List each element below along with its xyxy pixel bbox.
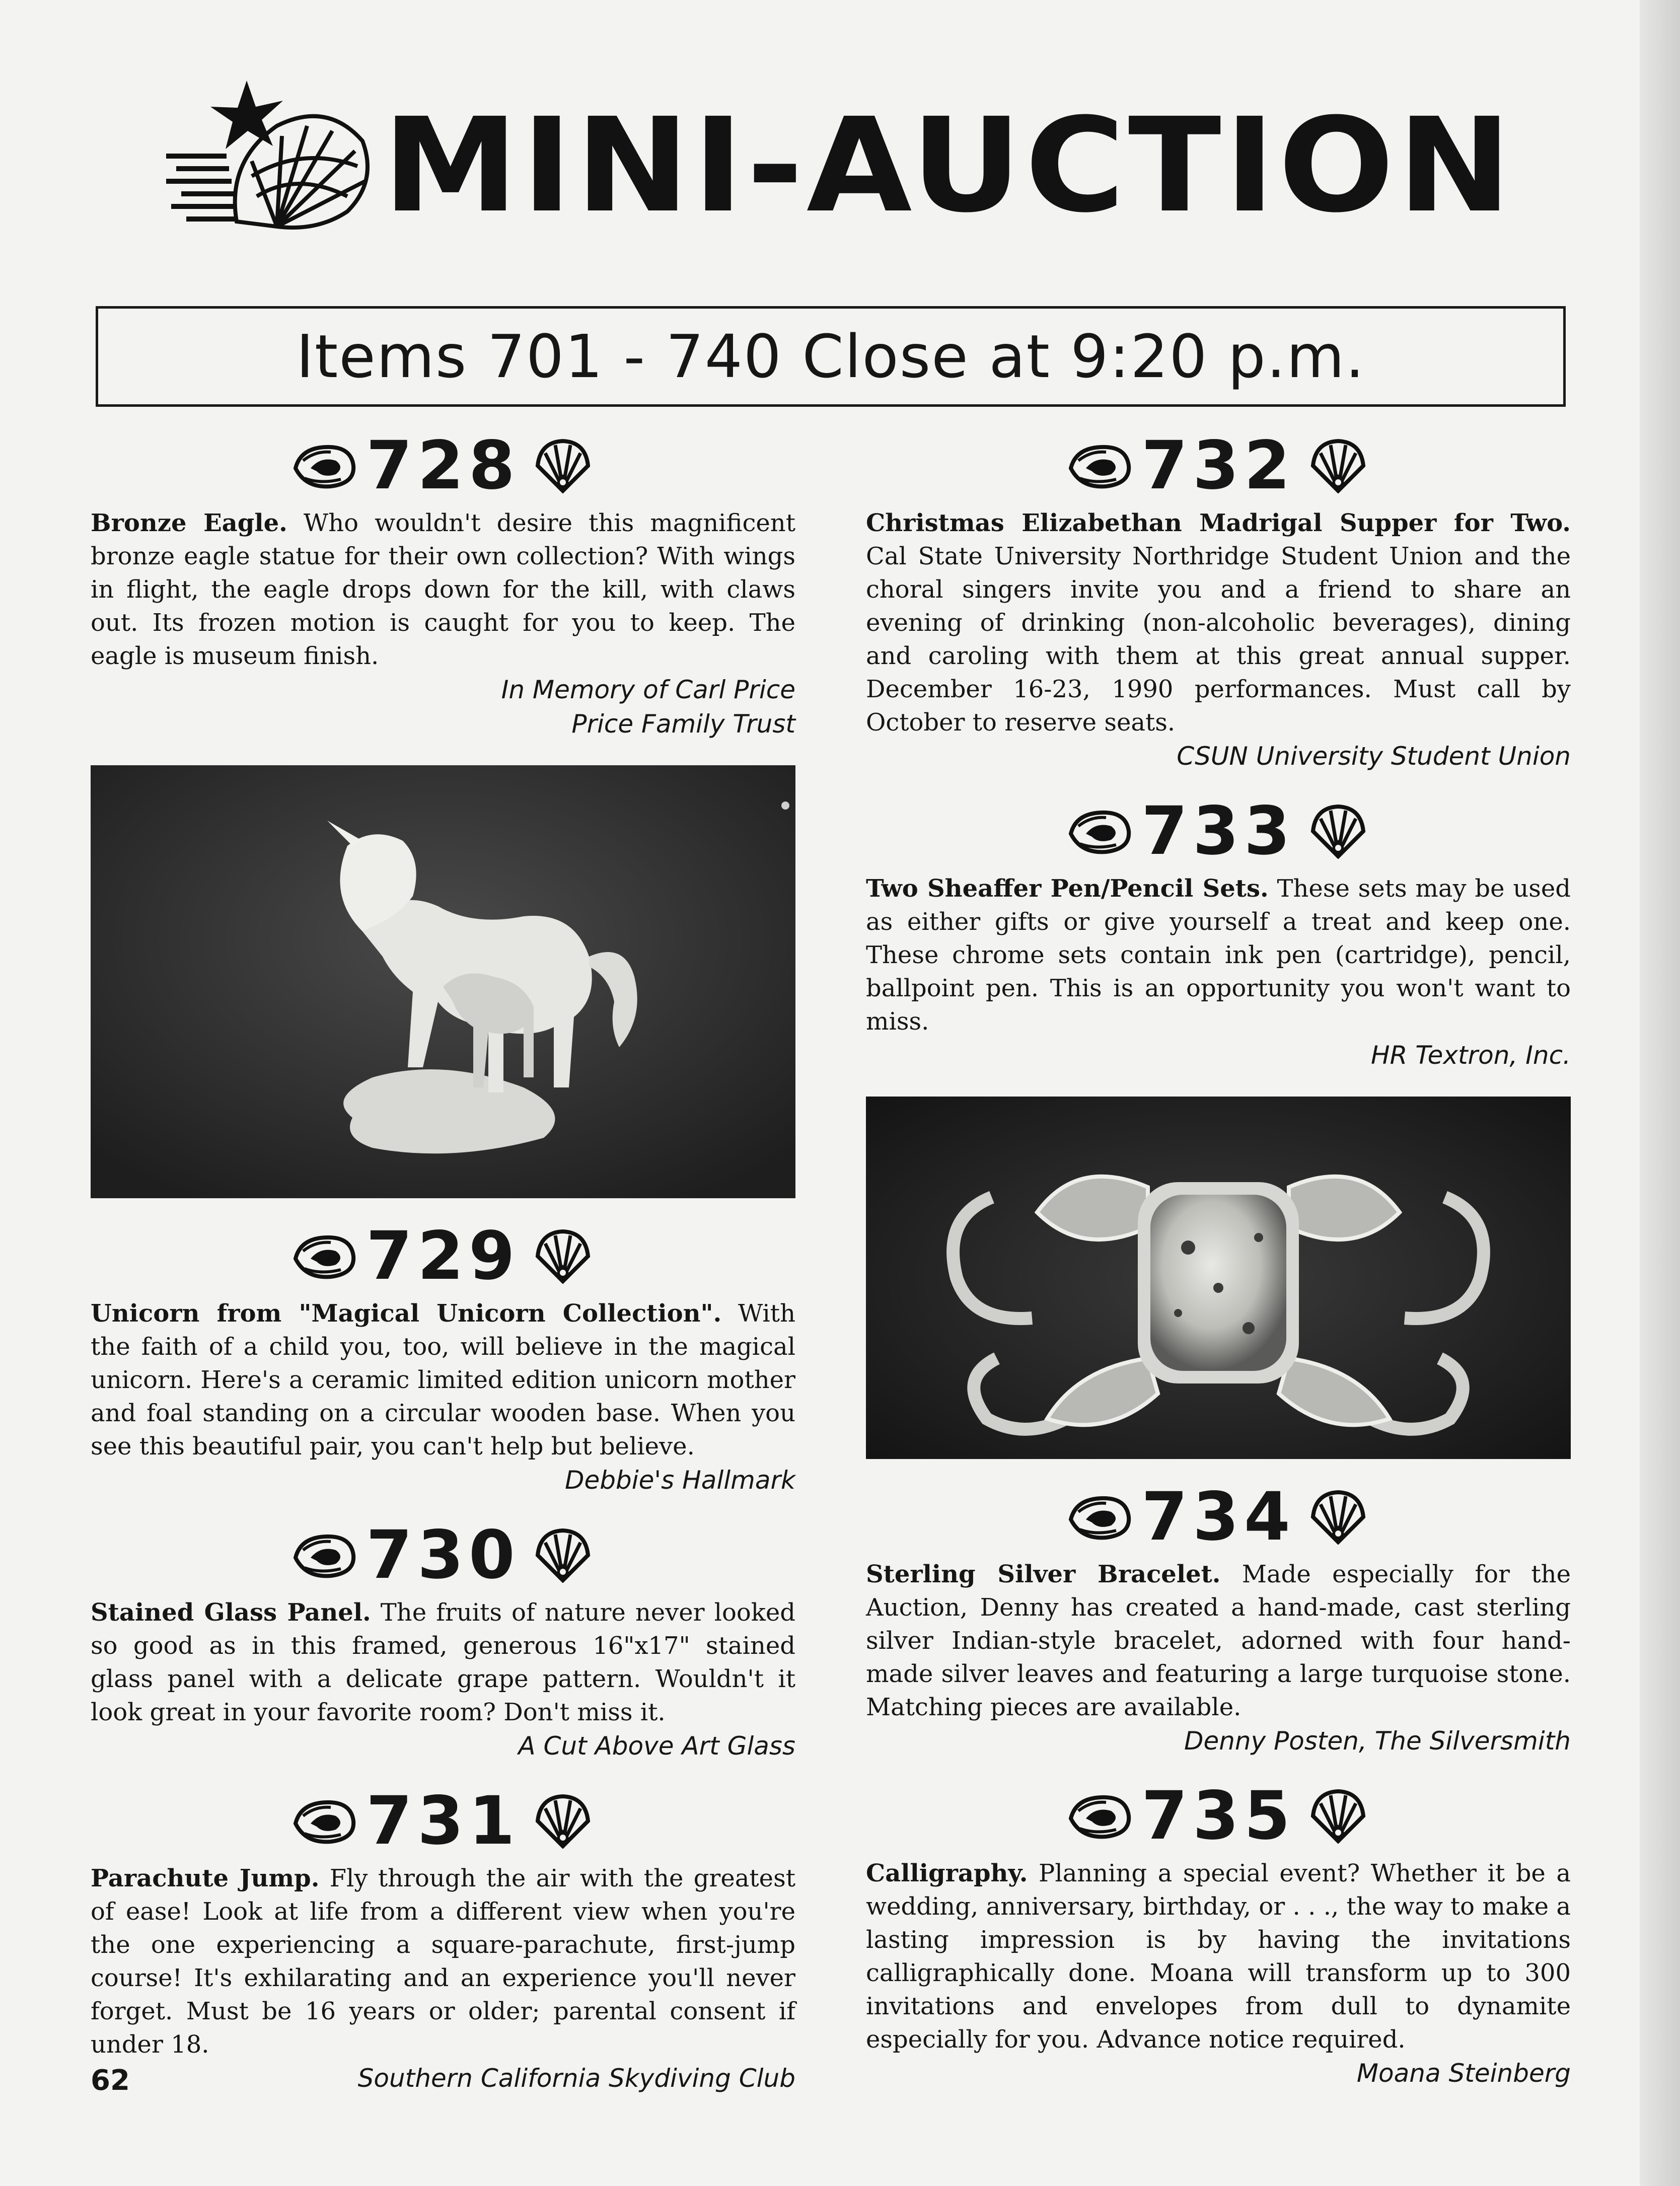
auction-item-733: [866, 793, 1571, 1459]
item-name: Christmas Elizabethan Madrigal Supper for Two.: [866, 509, 1571, 537]
item-description: [866, 506, 1571, 739]
item-text: These sets may be used as either gifts or give yourself a treat and keep one. These chrome sets contain ink pen (cartridge), pencil, ballpoint pen. This is an opportunity you won't want to miss.: [866, 875, 1571, 1036]
scallop-shell-icon: [1305, 1489, 1371, 1545]
closing-time-banner: Items 701 - 740 Close at 9:20 p.m.: [96, 306, 1566, 407]
item-description: [866, 872, 1571, 1038]
lot-number: 731: [366, 1782, 520, 1860]
lot-number: 732: [1141, 427, 1295, 504]
conch-shell-icon: [290, 1228, 356, 1284]
masthead: [166, 81, 1515, 242]
lot-number: 734: [1141, 1478, 1295, 1556]
item-text: Made especially for the Auction, Denny has created a hand-made, cast sterling silver Indian-style bracelet, adorned with four hand-made silver leaves and featuring a large turquoise stone. Matching pieces are available.: [866, 1560, 1571, 1721]
auction-item-729: [91, 1218, 795, 1497]
unicorn-figurine-image: [91, 765, 795, 1198]
right-column: [866, 428, 1571, 2110]
conch-shell-icon: [290, 1527, 356, 1583]
donor-line: Debbie's Hallmark: [565, 1466, 795, 1495]
lot-heading: [91, 1517, 795, 1593]
page-edge: [1640, 0, 1680, 2186]
item-description: [91, 506, 795, 673]
donor-line: Denny Posten, The Silversmith: [1184, 1726, 1571, 1756]
scallop-shell-icon: [1305, 1788, 1371, 1844]
lot-number: 728: [366, 427, 520, 504]
conch-shell-icon: [290, 438, 356, 493]
lot-number: 730: [366, 1516, 520, 1594]
lot-heading: [866, 793, 1571, 869]
lot-heading: [91, 1218, 795, 1294]
item-name: Parachute Jump.: [91, 1864, 320, 1892]
seashell-starfish-logo-icon: [166, 81, 378, 232]
item-text: With the faith of a child you, too, will believe in the magical unicorn. Here's a ceramic limited edition unicorn mother and foal standing on a circular wooden base. When you see this beautiful pair, you can't help but believe.: [91, 1299, 795, 1461]
scallop-shell-icon: [530, 1793, 596, 1849]
lot-heading: [866, 1479, 1571, 1555]
lot-heading: [866, 1778, 1571, 1854]
auction-item-735: [866, 1778, 1571, 2090]
scallop-shell-icon: [1305, 804, 1371, 859]
donor-line: CSUN University Student Union: [1177, 742, 1571, 771]
silver-bracelet-image: [866, 1097, 1571, 1459]
scallop-shell-icon: [530, 1527, 596, 1583]
item-name: Calligraphy.: [866, 1859, 1028, 1887]
conch-shell-icon: [1066, 438, 1131, 493]
item-description: [866, 1558, 1571, 1724]
scallop-shell-icon: [1305, 438, 1371, 493]
item-description: [91, 1297, 795, 1463]
auction-item-731: [91, 1783, 795, 2095]
scallop-shell-icon: [530, 1228, 596, 1284]
page-title: MINI-AUCTION: [383, 90, 1515, 241]
lot-number: 735: [1141, 1777, 1295, 1855]
item-description: [91, 1596, 795, 1729]
donor-line: Moana Steinberg: [1356, 2059, 1571, 2088]
donor-line: A Cut Above Art Glass: [518, 1731, 795, 1761]
donor-line: In Memory of Carl Price: [501, 675, 795, 704]
item-name: Bronze Eagle.: [91, 509, 287, 537]
auction-item-728: [91, 428, 795, 1198]
bracelet-photo: [866, 1097, 1571, 1459]
item-text: The fruits of nature never looked so good as in this framed, generous 16"x17" stained glass panel with a delicate grape pattern. Wouldn't it look great in your favorite room? Don't miss it.: [91, 1598, 796, 1726]
item-text: Cal State University Northridge Student Union and the choral singers invite you and a friend to share an evening of drinking (non-alcoholic beverages), dining and caroling with them at this great annual supper. December 16-23, 1990 performances. Must call by October to reserve seats.: [866, 542, 1571, 737]
donor-line: Price Family Trust: [571, 709, 795, 739]
lot-heading: [866, 428, 1571, 503]
lot-number: 733: [1141, 792, 1295, 870]
page-number: 62: [91, 2064, 130, 2097]
item-description: [866, 1857, 1571, 2056]
item-text: Fly through the air with the greatest of ease! Look at life from a different view when you're the one experiencing a square-parachute, first-jump course! It's exhilarating and an experience you'll never forget. Must be 16 years or older; parental consent if under 18.: [91, 1864, 795, 2059]
donor-line: HR Textron, Inc.: [1371, 1041, 1571, 1070]
conch-shell-icon: [1066, 1489, 1131, 1545]
item-description: [91, 1862, 795, 2061]
item-name: Unicorn from "Magical Unicorn Collection".: [91, 1299, 722, 1328]
conch-shell-icon: [290, 1793, 356, 1849]
conch-shell-icon: [1066, 804, 1131, 859]
lot-number: 729: [366, 1217, 520, 1295]
auction-item-730: [91, 1517, 795, 1763]
auction-item-734: [866, 1479, 1571, 1758]
item-text: Planning a special event? Whether it be a wedding, anniversary, birthday, or . . ., the way to make a lasting impression is by having the invitations calligraphically done. Moana will transform up to 300 invitations and envelopes from dull to dynamite especially for you. Advance notice required.: [866, 1859, 1571, 2054]
auction-item-732: [866, 428, 1571, 773]
item-text: Who wouldn't desire this magnificent bronze eagle statue for their own collection? With wings in flight, the eagle drops down for the kill, with claws out. Its frozen motion is caught for you to keep. The eagle is museum finish.: [91, 509, 795, 670]
lot-heading: [91, 1783, 795, 1859]
conch-shell-icon: [1066, 1788, 1131, 1844]
donor-line: Southern California Skydiving Club: [357, 2064, 795, 2093]
item-name: Stained Glass Panel.: [91, 1598, 371, 1627]
scallop-shell-icon: [530, 438, 596, 493]
lot-heading: [91, 428, 795, 503]
unicorn-photo: [91, 765, 795, 1198]
item-name: Two Sheaffer Pen/Pencil Sets.: [866, 875, 1269, 903]
left-column: [91, 428, 795, 2116]
item-name: Sterling Silver Bracelet.: [866, 1560, 1221, 1588]
